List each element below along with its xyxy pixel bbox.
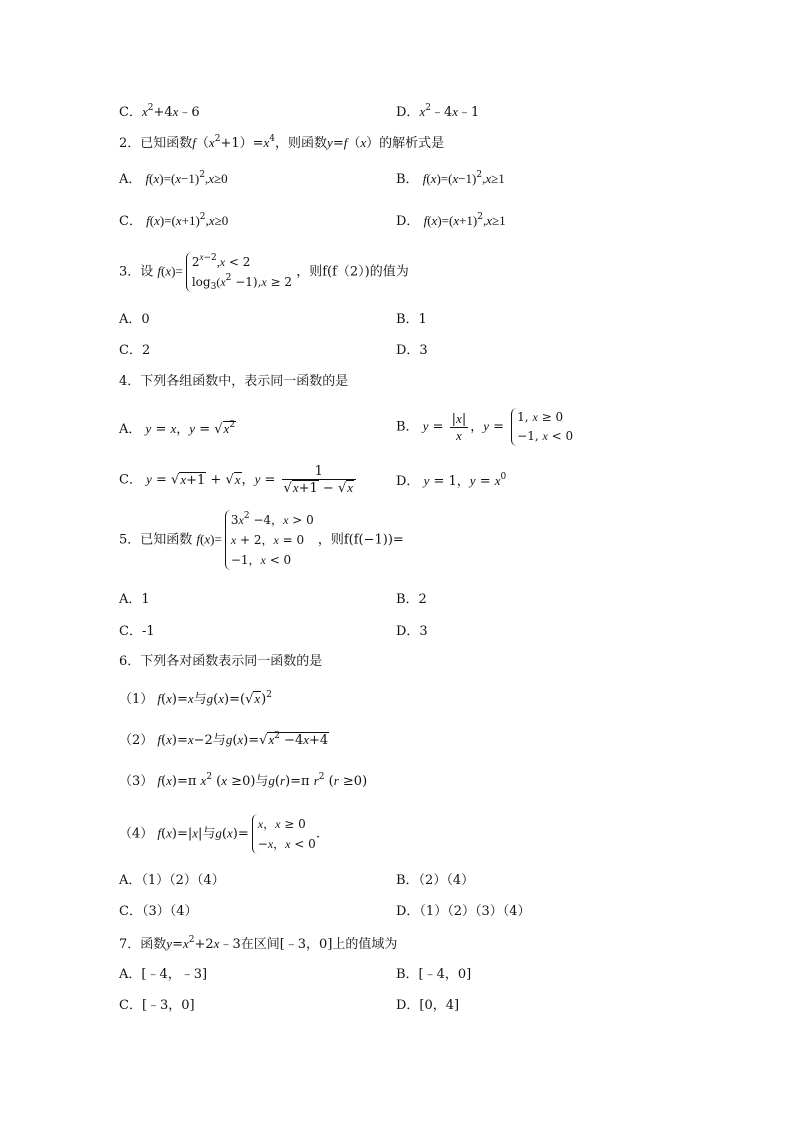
q3-option-a: A．0	[119, 312, 150, 327]
q5-piecewise: $3x^2 -4$，x > 0 x + 2，x = 0 −1，x < 0	[225, 510, 314, 570]
q6-option-c: C．（3）（4）	[119, 904, 198, 919]
q5-option-c: C．-1	[119, 624, 155, 639]
q3-stem: 3．设 f(x)= $2^{x-2},x < 2$ $\log_3(x^2 -1),x \ge 2$ ，则f(f（2）)的值为	[119, 252, 409, 292]
q4-option-b: B． y = $\frac{|x|}{x}$ ，y = 1, x ≥ 0 −1, x < 0	[396, 408, 573, 446]
q3-option-d: D．3	[396, 343, 428, 358]
q3-option-b: B．1	[396, 312, 427, 327]
q2-stem: 2．已知函数$f(x^2+1)=x^4$，则函数y=f（x）的解析式是	[119, 134, 445, 151]
q1-option-d: D．$x^2﹣4x﹣1$	[396, 103, 480, 120]
q7-stem: 7．函数$y=x^2+2x﹣3$在区间[﹣3，0]上的值域为	[119, 935, 398, 952]
q2-option-b: B． $f(x)=(x-1)^2,x\ge 1$	[396, 170, 505, 187]
q3-option-c: C．2	[119, 343, 151, 358]
q6-item-4: （4） f(x)=|x|与g(x)= x，x ≥ 0 −x，x < 0 .	[119, 814, 320, 854]
q6-option-a: A．（1）（2）（4）	[119, 873, 225, 888]
q6-item-1: （1） f(x)=x与$g(x)=(√x)^2$	[119, 690, 272, 707]
q7-option-a: A．[﹣4，﹣3]	[119, 967, 208, 982]
q3-stem-suffix: ，则f(f（2）)的值为	[296, 264, 409, 280]
q6-item-3: （3） f(x)=π $x^2$ (x ≥0)与g(r)=π $r^2$ (r ≥0)	[119, 772, 368, 789]
q6-item-2: （2） f(x)=x−2与$g(x)=√x^2 -4x+4$	[119, 731, 329, 748]
q6-option-b: B．（2）（4）	[396, 873, 475, 888]
q5-option-b: B．2	[396, 592, 427, 607]
q4-option-c: C． y = √x+1 + √x，y = $\frac{1}{√x+1 - √x}$	[119, 464, 358, 496]
q3-piecewise: $2^{x-2},x < 2$ $\log_3(x^2 -1),x \ge 2$	[186, 252, 292, 292]
q4-option-d: D． y = 1，$y = x^0$	[396, 472, 507, 489]
q2-option-c: C． $f(x)=(x+1)^2,x\ge 0$	[119, 212, 229, 229]
q6-stem: 6．下列各对函数表示同一函数的是	[119, 654, 323, 669]
q2-option-d: D． $f(x)=(x+1)^2,x\ge 1$	[396, 212, 506, 229]
q5-option-a: A．1	[119, 592, 150, 607]
q5-stem-prefix: 5．已知函数	[119, 532, 193, 548]
q7-option-d: D．[0，4]	[396, 998, 460, 1013]
q5-stem: 5．已知函数 f(x)= $3x^2 -4$，x > 0 x + 2，x = 0 −1，x < 0 ，则f(f(−1))=	[119, 510, 404, 570]
q2-option-a: A． $f(x)=(x-1)^2,x\ge 0$	[119, 170, 228, 187]
q1-option-c: C．$x^2+4x﹣6$	[119, 103, 200, 120]
q4-option-a: A． y = x，$y = √x^2$	[119, 420, 236, 437]
q7-option-b: B．[﹣4，0]	[396, 967, 472, 982]
q6-option-d: D．（1）（2）（3）（4）	[396, 904, 531, 919]
q5-stem-suffix: ，则f(f(−1))=	[317, 532, 404, 548]
q4-stem: 4．下列各组函数中，表示同一函数的是	[119, 374, 349, 389]
q5-option-d: D．3	[396, 624, 428, 639]
q7-option-c: C．[﹣3，0]	[119, 998, 195, 1013]
q3-stem-prefix: 3．设	[119, 264, 154, 280]
